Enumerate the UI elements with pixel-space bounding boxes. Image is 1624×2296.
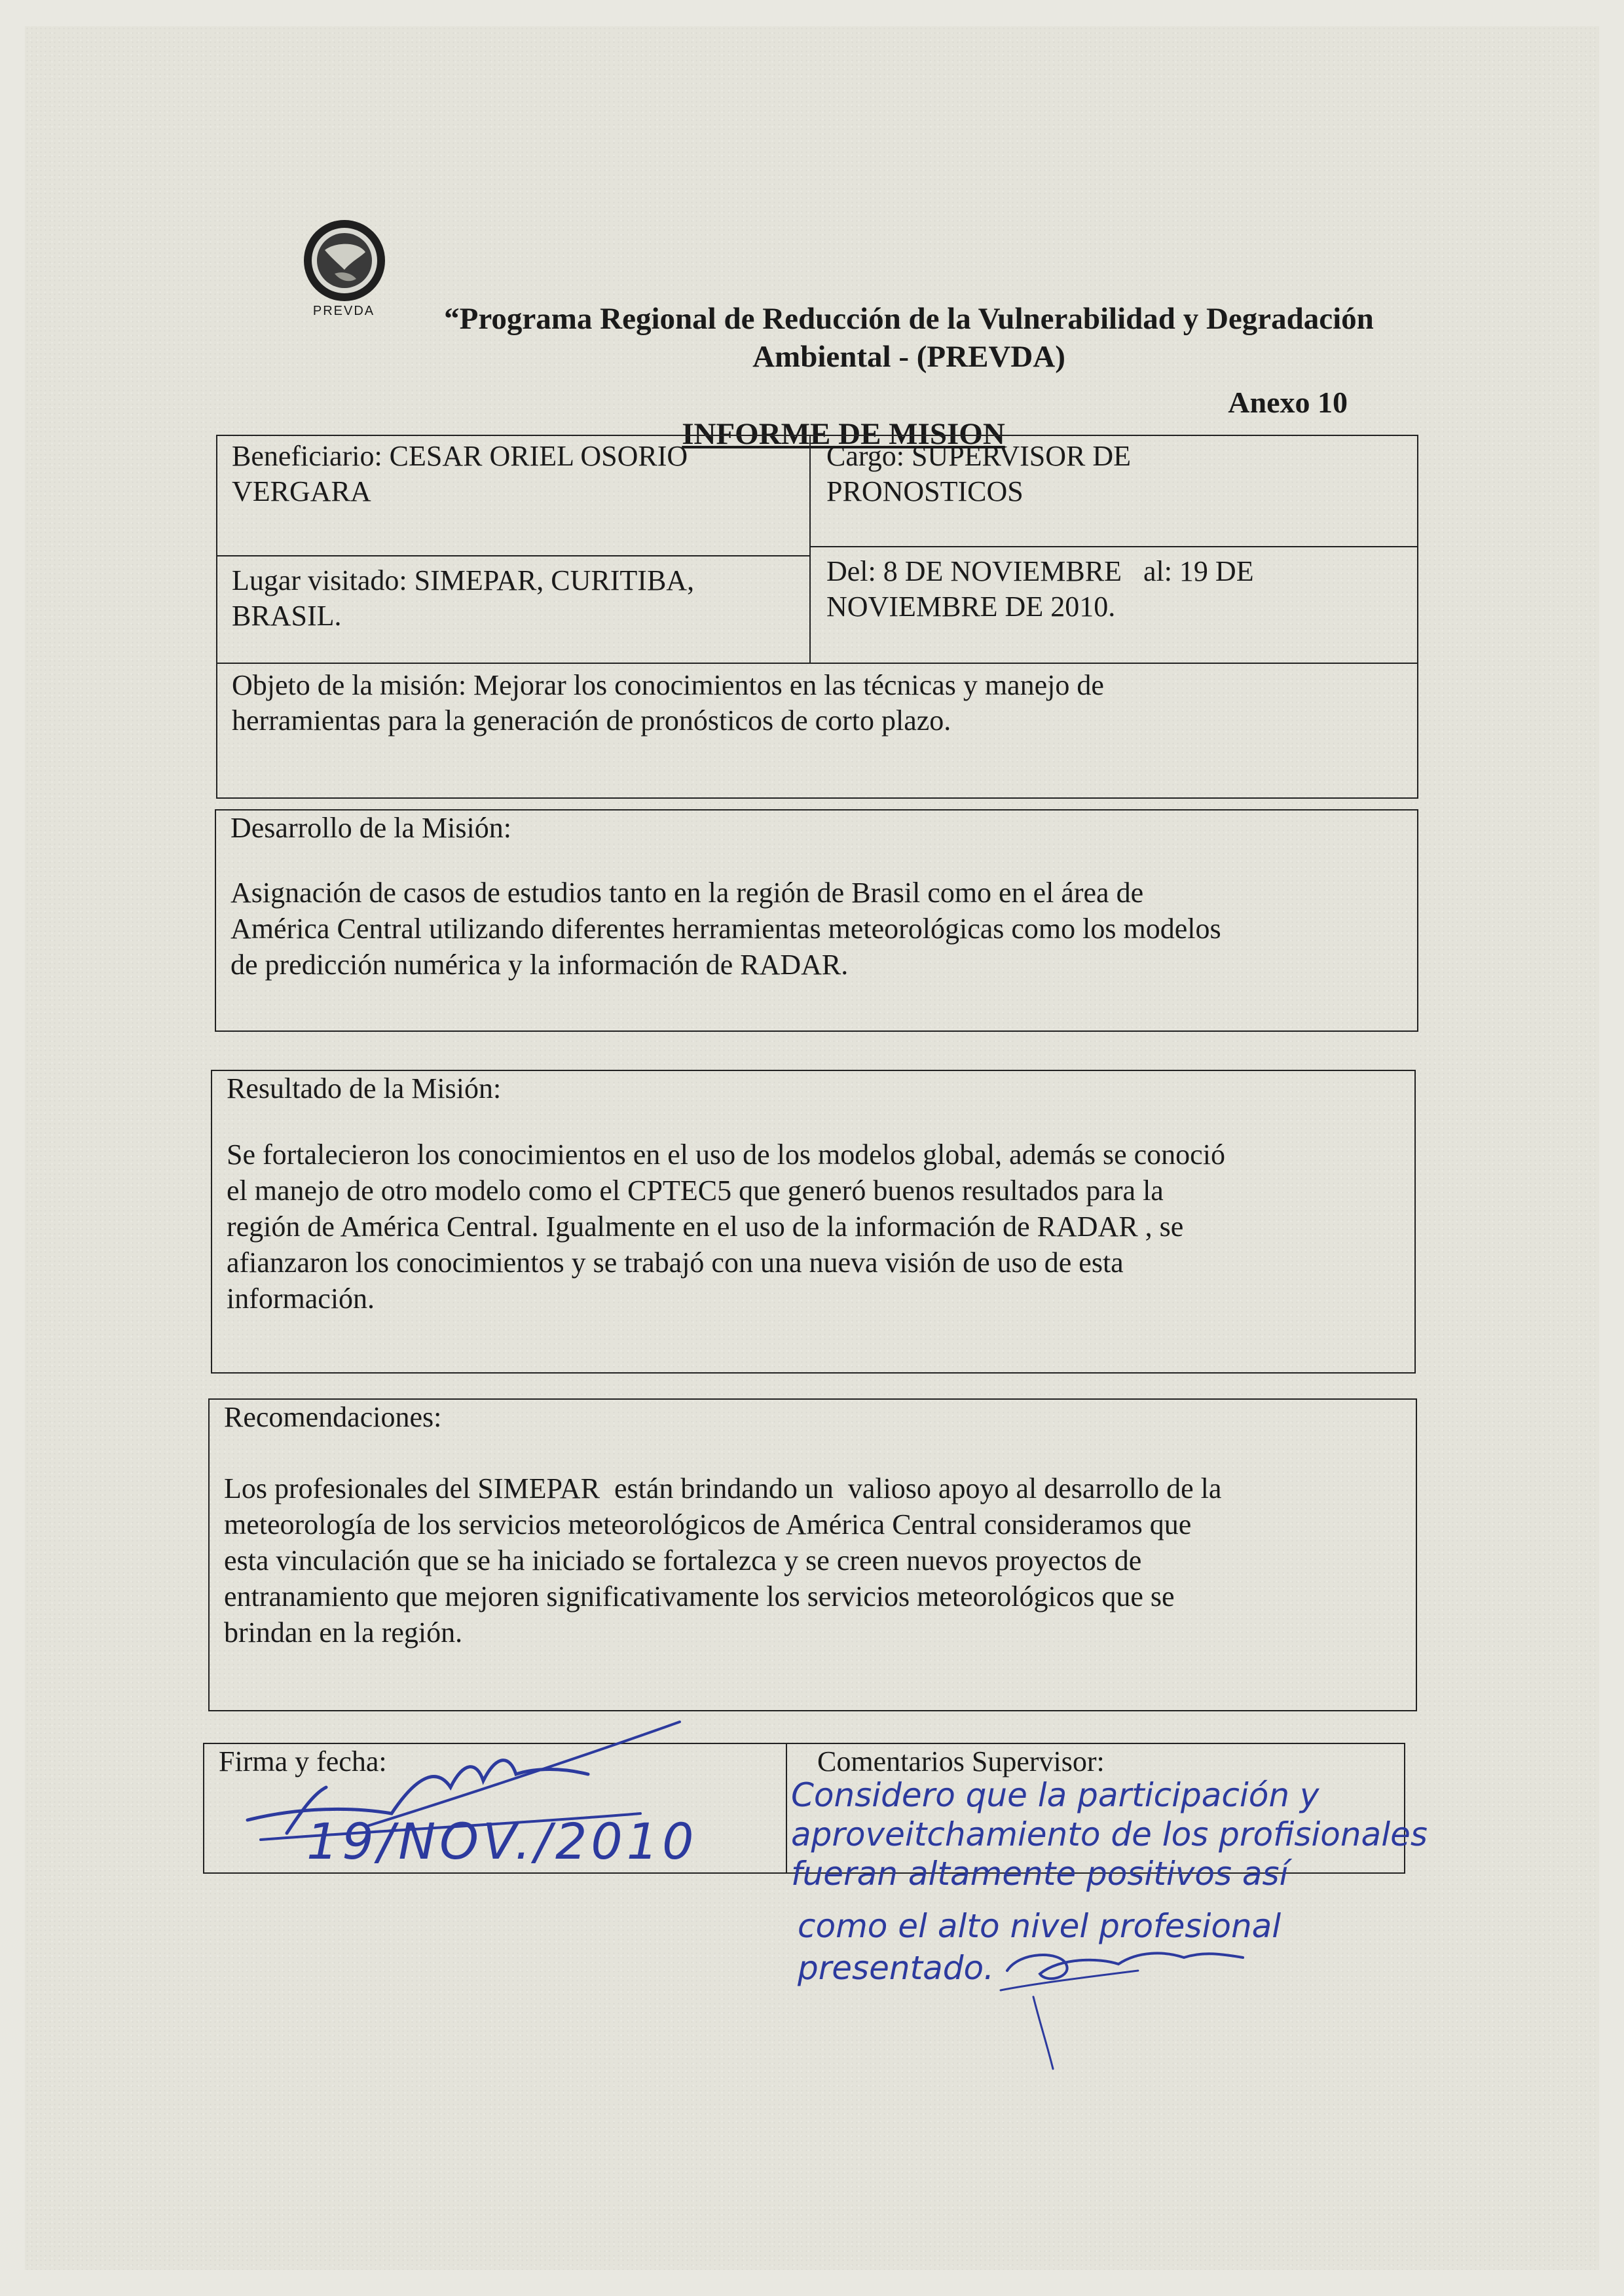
document-page bbox=[25, 26, 1599, 2270]
development-line: de predicción numérica y la información de RADAR. bbox=[231, 949, 849, 981]
recommendations-line: Los profesionales del SIMEPAR están brindando un valioso apoyo al desarrollo de la bbox=[224, 1472, 1222, 1504]
supervisor-comments-label: Comentarios Supervisor: bbox=[817, 1745, 1105, 1777]
recommendations-line: meteorología de los servicios meteorológicos de América Central consideramos que bbox=[224, 1508, 1192, 1540]
position-line-2: PRONOSTICOS bbox=[826, 475, 1024, 507]
program-title-line-2: Ambiental - (PREVDA) bbox=[752, 340, 1065, 374]
result-body bbox=[227, 1137, 1225, 1317]
result-label: Resultado de la Misión: bbox=[227, 1072, 502, 1104]
recommendations-line: entranamiento que mejoren significativamente los servicios meteorológicos que se bbox=[224, 1580, 1175, 1613]
mission-dates-field bbox=[826, 554, 1254, 625]
recommendations-line: esta vinculación que se ha iniciado se fortalezca y se creen nuevos proyectos de bbox=[224, 1544, 1142, 1576]
annex-label: Anexo 10 bbox=[1228, 386, 1348, 419]
result-line: el manejo de otro modelo como el CPTEC5 que generó buenos resultados para la bbox=[227, 1175, 1164, 1207]
info-table-hline-objective bbox=[217, 663, 1417, 664]
beneficiary-line-1: Beneficiario: CESAR ORIEL OSORIO bbox=[232, 440, 688, 472]
info-table-hline-right bbox=[809, 546, 1417, 547]
beneficiary-field bbox=[232, 439, 688, 509]
mission-development-section bbox=[215, 809, 1418, 1032]
supervisor-comment-line: fueran altamente positivos así bbox=[791, 1855, 1289, 1893]
signature-label: Firma y fecha: bbox=[219, 1745, 387, 1777]
program-title bbox=[405, 300, 1413, 376]
supervisor-comment-line: aproveitchamiento de los profisionales bbox=[791, 1815, 1428, 1853]
signature-table-divider bbox=[786, 1744, 787, 1872]
visited-place-line-2: BRASIL. bbox=[232, 600, 342, 632]
position-line-1: Cargo: SUPERVISOR DE bbox=[826, 440, 1132, 472]
handwritten-date: 19/NOV./2010 bbox=[306, 1812, 698, 1870]
logo-caption: PREVDA bbox=[312, 304, 375, 318]
result-line: afianzaron los conocimientos y se trabajó con una nueva visión de uso de esta bbox=[227, 1247, 1124, 1279]
recommendations-line: brindan en la región. bbox=[224, 1616, 463, 1649]
result-line: información. bbox=[227, 1283, 375, 1315]
info-table-divider bbox=[809, 436, 811, 663]
supervisor-signature bbox=[968, 1912, 1282, 2082]
supervisor-comment-line: como el alto nivel profesional bbox=[798, 1907, 1282, 1945]
objective-line-1: Objeto de la misión: Mejorar los conocimientos en las técnicas y manejo de bbox=[232, 669, 1104, 701]
result-line: región de América Central. Igualmente en el uso de la información de RADAR , se bbox=[227, 1211, 1184, 1243]
supervisor-handwritten-comment bbox=[791, 1776, 1466, 1893]
mission-dates-line-1: Del: 8 DE NOVIEMBRE al: 19 DE bbox=[826, 555, 1254, 587]
recommendations-body bbox=[224, 1470, 1221, 1650]
development-line: América Central utilizando diferentes herramientas meteorológicas como los modelos bbox=[231, 913, 1221, 945]
result-line: Se fortalecieron los conocimientos en el uso de los modelos global, además se conoció bbox=[227, 1139, 1225, 1171]
info-table bbox=[216, 435, 1418, 799]
program-title-line-1: “Programa Regional de Reducción de la Vulnerabilidad y Degradación bbox=[444, 302, 1374, 336]
recommendations-label: Recomendaciones: bbox=[224, 1401, 442, 1433]
supervisor-comment-line: presentado. bbox=[798, 1949, 995, 1987]
beneficiary-line-2: VERGARA bbox=[232, 475, 371, 507]
development-label: Desarrollo de la Misión: bbox=[231, 812, 511, 844]
mission-dates-line-2: NOVIEMBRE DE 2010. bbox=[826, 591, 1116, 623]
position-field bbox=[826, 439, 1131, 509]
report-title: INFORME DE MISION bbox=[682, 417, 1005, 451]
objective-line-2: herramientas para la generación de pronósticos de corto plazo. bbox=[232, 704, 951, 737]
recommendations-section bbox=[208, 1398, 1417, 1711]
development-body bbox=[231, 875, 1221, 983]
supervisor-comment-line: Considero que la participación y bbox=[791, 1776, 1320, 1814]
mission-result-section bbox=[211, 1070, 1416, 1374]
info-table-hline-left bbox=[217, 555, 809, 556]
visited-place-field bbox=[232, 563, 694, 634]
development-line: Asignación de casos de estudios tanto en la región de Brasil como en el área de bbox=[231, 877, 1144, 909]
mission-objective-field bbox=[232, 668, 1104, 738]
visited-place-line-1: Lugar visitado: SIMEPAR, CURITIBA, bbox=[232, 564, 695, 596]
